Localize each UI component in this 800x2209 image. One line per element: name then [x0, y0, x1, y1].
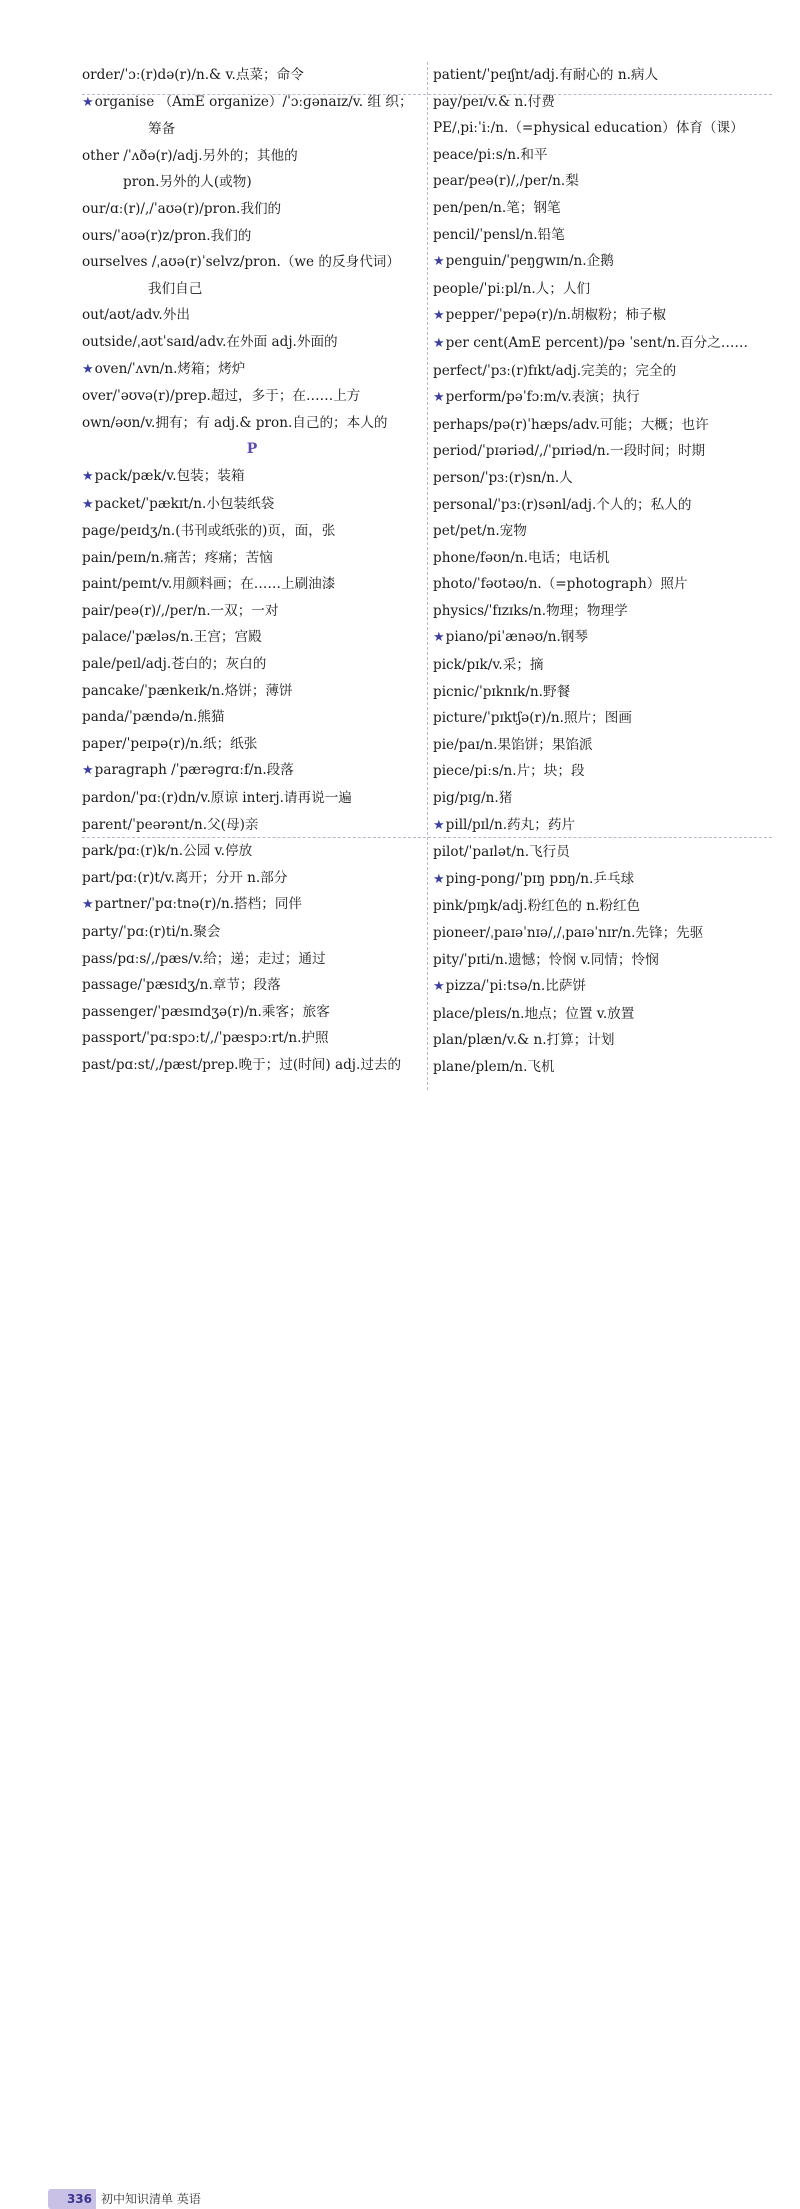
page-number: 336	[48, 2189, 96, 2209]
vocabulary-entry	[433, 920, 773, 947]
entry-text: over/ˈəʊvə(r)/prep.超过，多于；在……上方	[82, 388, 361, 405]
vocabulary-entry	[433, 785, 773, 812]
entry-text: physics/ˈfɪzɪks/n.物理；物理学	[433, 602, 628, 619]
vocabulary-entry	[82, 1052, 422, 1079]
entry-text: paper/ˈpeɪpə(r)/n.纸；纸张	[82, 735, 258, 752]
entry-text: pay/peɪ/v.& n.付费	[433, 93, 555, 110]
vocabulary-entry	[82, 812, 422, 839]
star-icon: ★	[433, 308, 445, 324]
vocabulary-entry	[82, 891, 422, 919]
entry-text: packet/ˈpækɪt/n.小包装纸袋	[94, 495, 275, 512]
entry-continuation	[82, 116, 422, 143]
entry-text: photo/ˈfəʊtəʊ/n.（=photograph）照片	[433, 576, 688, 593]
vocabulary-entry	[433, 518, 773, 545]
vocabulary-entry	[82, 678, 422, 705]
vocabulary-entry	[433, 248, 773, 276]
vocabulary-entry	[433, 571, 773, 598]
vocabulary-entry	[433, 705, 773, 732]
vocabulary-entry	[82, 704, 422, 731]
vocabulary-entry	[82, 329, 422, 356]
entry-text: part/pɑː(r)t/v.离开；分开 n.部分	[82, 869, 288, 886]
entry-text: pepper/ˈpepə(r)/n.胡椒粉；柿子椒	[445, 307, 667, 324]
entry-text: perfect/ˈpɜː(r)fɪkt/adj.完美的；完全的	[433, 362, 677, 379]
entry-text: pancake/ˈpænkeɪk/n.烙饼；薄饼	[82, 682, 293, 699]
right-column	[433, 62, 773, 1081]
vocabulary-entry	[82, 865, 422, 892]
vocabulary-entry	[82, 1025, 422, 1052]
entry-text: oven/ˈʌvn/n.烤箱；烤炉	[94, 360, 246, 377]
entry-text: pardon/ˈpɑː(r)dn/v.原谅 interj.请再说一遍	[82, 790, 352, 807]
entry-text: panda/ˈpændə/n.熊猫	[82, 709, 225, 726]
entry-text: penguin/ˈpeŋɡwɪn/n.企鹅	[445, 253, 614, 270]
star-icon: ★	[82, 361, 94, 377]
vocabulary-entry	[433, 973, 773, 1001]
page-footer	[0, 1093, 800, 2206]
vocabulary-entry	[433, 330, 773, 358]
vocabulary-entry	[433, 866, 773, 894]
entry-text: paint/peɪnt/v.用颜料画；在……上刷油漆	[82, 576, 336, 593]
star-icon: ★	[433, 979, 445, 995]
entry-text: picture/ˈpɪktʃə(r)/n.照片；图画	[433, 710, 632, 727]
vocabulary-entry	[433, 195, 773, 222]
dashed-divider-top	[82, 94, 772, 95]
vocabulary-entry	[433, 812, 773, 840]
vocabulary-entry	[433, 545, 773, 572]
vocabulary-entry	[433, 679, 773, 706]
section-letter: P	[246, 441, 258, 458]
entry-text: pencil/ˈpensl/n.铅笔	[433, 226, 565, 243]
vocabulary-entry	[433, 1001, 773, 1028]
vocabulary-entry	[82, 383, 422, 410]
entry-text: perform/pəˈfɔːm/v.表演；执行	[445, 389, 640, 406]
entry-text: piano/piˈænəʊ/n.钢琴	[445, 629, 588, 646]
vocabulary-entry	[82, 143, 422, 170]
star-icon: ★	[82, 763, 94, 779]
entry-text: party/ˈpɑː(r)ti/n.聚会	[82, 924, 221, 940]
entry-text: plan/plæn/v.& n.打算；计划	[433, 1032, 615, 1049]
entry-text: partner/ˈpɑːtnə(r)/n.搭档；同伴	[94, 896, 303, 913]
vocabulary-entry	[82, 410, 422, 437]
vocabulary-entry	[82, 491, 422, 519]
entry-text: pick/pɪk/v.采；摘	[433, 657, 544, 674]
entry-text: pair/peə(r)/,/per/n.一双；一对	[82, 602, 279, 619]
vocabulary-entry	[82, 598, 422, 625]
entry-text: 筹备	[148, 121, 176, 138]
star-icon: ★	[433, 871, 445, 887]
entry-text: pain/peɪn/n.痛苦；疼痛；苦恼	[82, 549, 273, 566]
entry-continuation	[82, 169, 422, 196]
entry-text: pet/pet/n.宠物	[433, 523, 527, 540]
vocabulary-entry	[82, 356, 422, 384]
vocabulary-entry	[433, 492, 773, 519]
vocabulary-entry	[82, 731, 422, 758]
vocabulary-entry	[433, 465, 773, 492]
vocabulary-entry	[433, 168, 773, 195]
vocabulary-entry	[82, 919, 422, 946]
entry-text: 我们自己	[148, 280, 203, 297]
vocabulary-entry	[82, 571, 422, 598]
vocabulary-entry	[433, 358, 773, 385]
entry-text: our/ɑː(r)/,/ˈaʊə(r)/pron.我们的	[82, 200, 282, 217]
vocabulary-entry	[82, 838, 422, 865]
vocabulary-entry	[82, 972, 422, 999]
vocabulary-entry	[433, 62, 773, 89]
entry-text: plane/pleɪn/n.飞机	[433, 1058, 555, 1075]
entry-text: page/peɪdʒ/n.(书刊或纸张的)页，面，张	[82, 523, 336, 540]
vocabulary-entry	[433, 758, 773, 785]
entry-text: past/pɑːst/,/pæst/prep.晚于；过(时间) adj.过去的	[82, 1056, 402, 1073]
entry-text: pie/paɪ/n.果馅饼；果馅派	[433, 736, 593, 753]
star-icon: ★	[82, 496, 94, 512]
vocabulary-entry	[82, 785, 422, 812]
entry-text: ping-pong/ˈpɪŋ pɒŋ/n.乒乓球	[445, 870, 635, 887]
vocabulary-entry	[82, 518, 422, 545]
entry-text: pizza/ˈpiːtsə/n.比萨饼	[445, 978, 587, 995]
entry-text: passport/ˈpɑːspɔːt/,/ˈpæspɔːrt/n.护照	[82, 1030, 329, 1047]
entry-text: outside/ˌaʊtˈsaɪd/adv.在外面 adj.外面的	[82, 333, 338, 350]
vocabulary-entry	[82, 196, 422, 223]
entry-text: ours/ˈaʊə(r)z/pron.我们的	[82, 227, 252, 244]
vocabulary-entry	[82, 946, 422, 973]
entry-text: personal/ˈpɜː(r)sənl/adj.个人的；私人的	[433, 496, 692, 513]
vocabulary-entry	[433, 438, 773, 465]
vocabulary-entry	[433, 115, 773, 142]
vocabulary-entry	[433, 384, 773, 412]
entry-text: palace/ˈpæləs/n.王宫；宫殿	[82, 629, 262, 646]
entry-text: place/pleɪs/n.地点；位置 v.放置	[433, 1005, 635, 1022]
vocabulary-entry	[82, 999, 422, 1026]
star-icon: ★	[82, 897, 94, 913]
entry-continuation	[82, 276, 422, 303]
entry-text: perhaps/pə(r)ˈhæps/adv.可能；大概；也许	[433, 416, 709, 433]
entry-text: pen/pen/n.笔；钢笔	[433, 199, 561, 216]
entry-text: order/ˈɔː(r)də(r)/n.& v.点菜；命令	[82, 67, 304, 83]
entry-text: passenger/ˈpæsɪndʒə(r)/n.乘客；旅客	[82, 1003, 330, 1020]
star-icon: ★	[82, 94, 94, 110]
star-icon: ★	[433, 630, 445, 646]
entry-text: piece/piːs/n.片；块；段	[433, 763, 585, 780]
star-icon: ★	[433, 390, 445, 406]
entry-text: parent/ˈpeərənt/n.父(母)亲	[82, 816, 259, 833]
vocabulary-entry	[433, 893, 773, 920]
vocabulary-entry	[82, 249, 422, 276]
column-divider	[427, 62, 428, 1090]
book-title: 初中知识清单 英语	[101, 2192, 201, 2206]
entry-text: pass/pɑːs/,/pæs/v.给；递；走过；通过	[82, 950, 326, 967]
vocabulary-entry	[433, 598, 773, 625]
entry-text: ourselves /ˌaʊə(r)ˈselvz/pron.（we 的反身代词）	[82, 254, 400, 271]
entry-text: pioneer/ˌpaɪəˈnɪə/,/ˌpaɪəˈnɪr/n.先锋；先驱	[433, 925, 704, 941]
star-icon: ★	[82, 468, 94, 484]
entry-text: park/pɑː(r)k/n.公园 v.停放	[82, 843, 253, 860]
vocabulary-entry	[433, 624, 773, 652]
vocabulary-entry	[82, 757, 422, 785]
vocabulary-entry	[433, 1027, 773, 1054]
vocabulary-entry	[82, 624, 422, 651]
vocabulary-entry	[82, 302, 422, 329]
vocabulary-entry	[82, 223, 422, 250]
entry-text: PE/ˌpiːˈiː/n.（=physical education）体育（课）	[433, 120, 744, 137]
vocabulary-entry	[433, 412, 773, 439]
entry-text: picnic/ˈpɪknɪk/n.野餐	[433, 683, 571, 700]
entry-text: out/aʊt/adv.外出	[82, 307, 190, 324]
vocabulary-entry	[82, 651, 422, 678]
star-icon: ★	[433, 254, 445, 270]
entry-text: per cent(AmE percent)/pə ˈsent/n.百分之……	[445, 334, 749, 351]
entry-text: pig/pɪɡ/n.猪	[433, 790, 513, 807]
vocabulary-entry	[433, 142, 773, 169]
entry-text: pity/ˈpɪti/n.遗憾；怜悯 v.同情；怜悯	[433, 951, 659, 968]
entry-text: peace/piːs/n.和平	[433, 146, 548, 163]
entry-text: other /ˈʌðə(r)/adj.另外的；其他的	[82, 147, 298, 164]
vocabulary-entry	[433, 839, 773, 866]
entry-text: pear/peə(r)/,/per/n.梨	[433, 173, 579, 190]
entry-text: pill/pɪl/n.药丸；药片	[445, 816, 576, 833]
entry-text: passage/ˈpæsɪdʒ/n.章节；段落	[82, 977, 281, 994]
left-column	[82, 62, 422, 1079]
entry-text: pilot/ˈpaɪlət/n.飞行员	[433, 844, 570, 861]
vocabulary-entry	[433, 947, 773, 974]
entry-text: own/əʊn/v.拥有；有 adj.& pron.自己的；本人的	[82, 414, 388, 431]
vocabulary-entry	[82, 463, 422, 491]
dashed-divider-middle	[82, 837, 772, 838]
entry-text: people/ˈpiːpl/n.人；人们	[433, 280, 591, 297]
entry-text: patient/ˈpeɪʃnt/adj.有耐心的 n.病人	[433, 67, 659, 83]
entry-text: period/ˈpɪəriəd/,/ˈpɪriəd/n.一段时间；时期	[433, 443, 706, 460]
entry-text: pink/pɪŋk/adj.粉红色的 n.粉红色	[433, 898, 641, 915]
vocabulary-entry	[433, 89, 773, 116]
entry-text: pack/pæk/v.包装；装箱	[94, 467, 245, 484]
vocabulary-entry	[433, 1054, 773, 1081]
vocabulary-entry	[82, 545, 422, 572]
entry-text: organise （AmE organize）/ˈɔːɡənaɪz/v. 组 织；	[94, 93, 413, 110]
star-icon: ★	[433, 335, 445, 351]
entry-text: paragraph /ˈpærəɡrɑːf/n.段落	[94, 762, 294, 779]
entry-text: phone/fəʊn/n.电话；电话机	[433, 549, 610, 566]
star-icon: ★	[433, 817, 445, 833]
entry-text: pron.另外的人(或物)	[123, 174, 252, 191]
vocabulary-entry	[82, 89, 422, 117]
entry-text: pale/peɪl/adj.苍白的；灰白的	[82, 656, 267, 673]
vocabulary-entry	[433, 222, 773, 249]
vocabulary-entry	[433, 302, 773, 330]
vocabulary-entry	[433, 732, 773, 759]
entry-text: person/ˈpɜː(r)sn/n.人	[433, 469, 573, 486]
vocabulary-entry	[433, 652, 773, 679]
vocabulary-entry	[82, 62, 422, 89]
vocabulary-entry	[433, 276, 773, 303]
